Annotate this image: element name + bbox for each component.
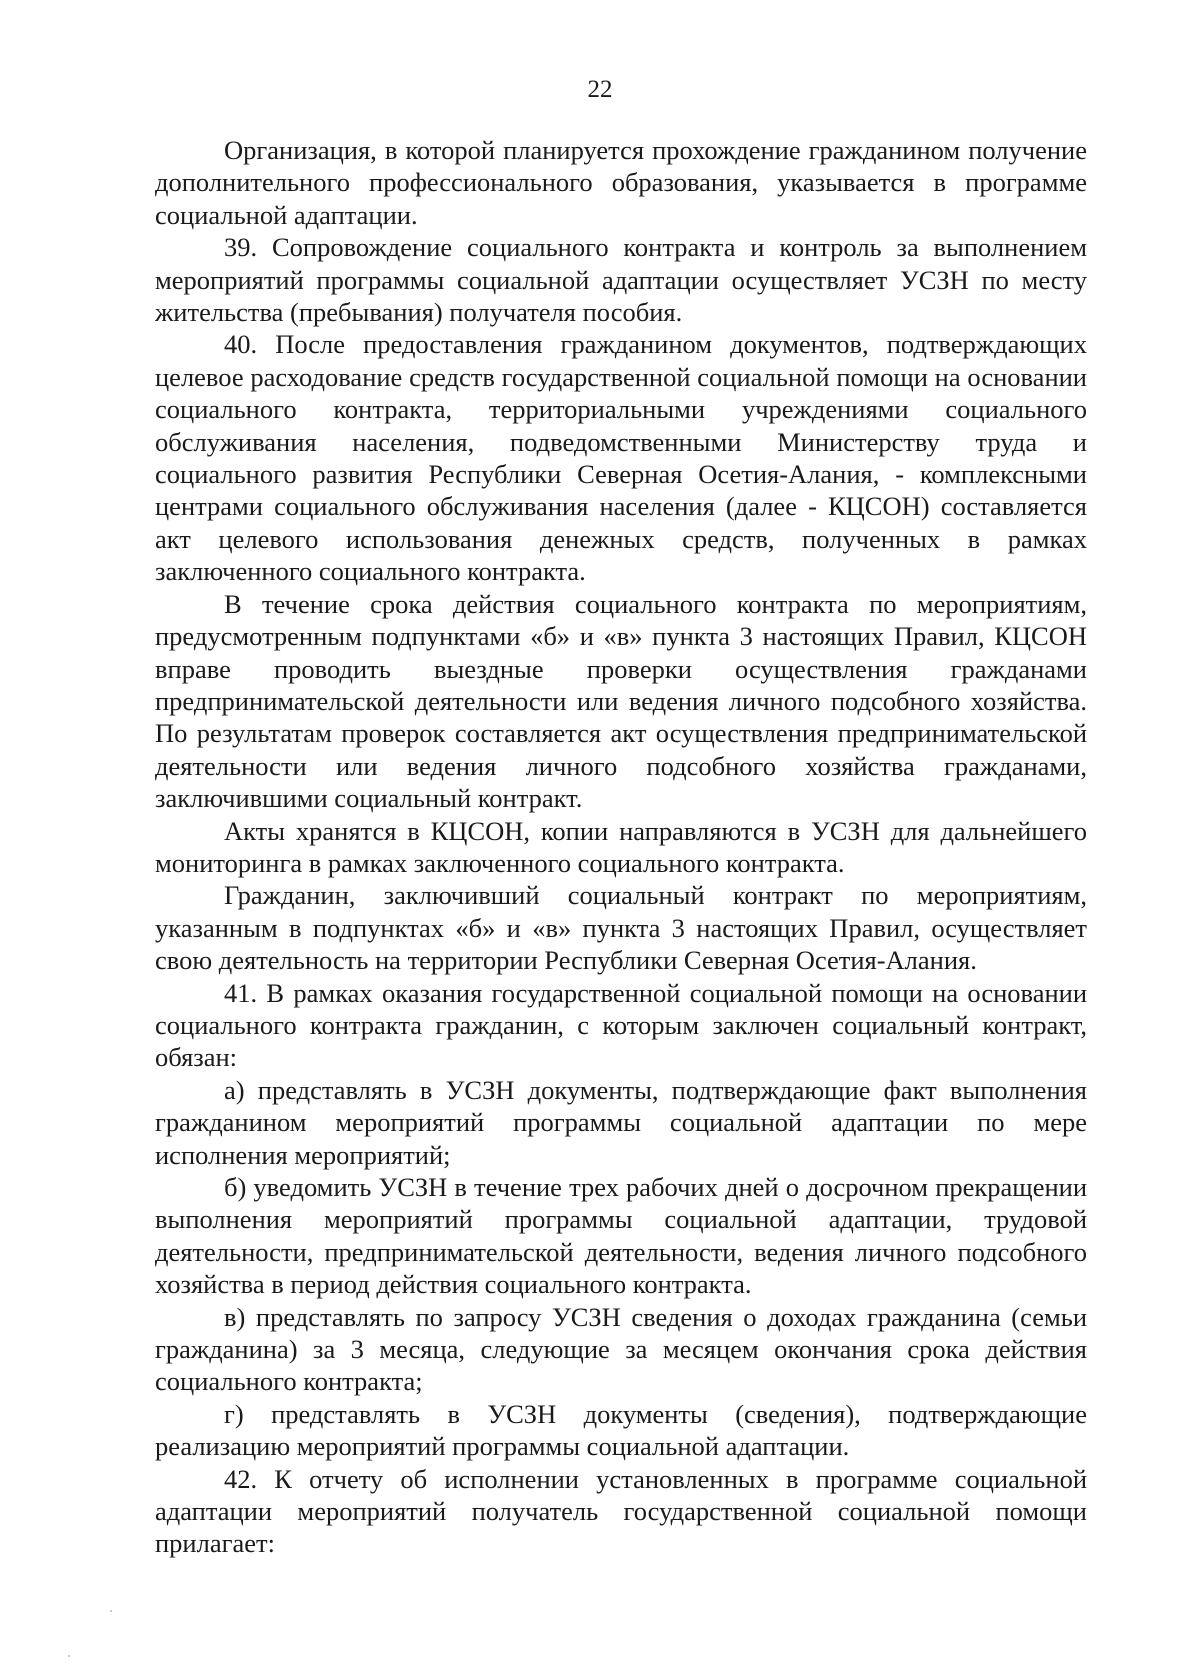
paragraph-42: 42. К отчету об исполнении установленных в программе социальной адаптации мероприятий получатель государственной социальной помощи прилагает: [155, 1463, 1087, 1559]
paragraph-41-a: а) представлять в УСЗН документы, подтверждающие факт выполнения гражданином мероприятий программы социальной адаптации по мере исполнения мероприятий; [155, 1074, 1087, 1170]
paragraph-territory: Гражданин, заключивший социальный контракт по мероприятиям, указанным в подпунктах «б» и «в» пункта 3 настоящих Правил, осуществляет свою деятельность на территории Республики Северная Осетия-Алания. [155, 880, 1087, 976]
paragraph-41-v: в) представлять по запросу УСЗН сведения о доходах гражданина (семьи гражданина) за 3 месяца, следующие за месяцем окончания срока действия социального контракта; [155, 1301, 1087, 1397]
document-body [155, 134, 1087, 1560]
paragraph-organization: Организация, в которой планируется прохождение гражданином получение дополнительного профессионального образования, указывается в программе социальной адаптации. [155, 135, 1087, 230]
paragraph-40: 40. После предоставления гражданином документов, подтверждающих целевое расходование средств государственной социальной помощи на основании социального контракта, территориальными учреждениями социального обслуживания населения, подведомственными Министерству труда и социального развития Республики Северная Осетия-Алания, - комплексными центрами социального обслуживания населения (далее - КЦСОН) составляется акт целевого использования денежных средств, полученных в рамках заключенного социального контракта. [155, 329, 1087, 587]
scan-speck [68, 1655, 70, 1657]
scan-speck [110, 1610, 112, 1612]
paragraph-acts-storage: Акты хранятся в КЦСОН, копии направляются в УСЗН для дальнейшего мониторинга в рамках заключенного социального контракта. [155, 815, 1087, 878]
paragraph-39: 39. Сопровождение социального контракта и контроль за выполнением мероприятий программы социальной адаптации осуществляет УСЗН по месту жительства (пребывания) получателя пособия. [155, 232, 1087, 328]
paragraph-41-b: б) уведомить УСЗН в течение трех рабочих дней о досрочном прекращении выполнения мероприятий программы социальной адаптации, трудовой деятельности, предпринимательской деятельности, ведения личного подсобного хозяйства в период действия социального контракта. [155, 1172, 1087, 1300]
page-number: 22 [587, 76, 613, 103]
paragraph-41-g: г) представлять в УСЗН документы (сведения), подтверждающие реализацию мероприятий программы социальной адаптации. [155, 1398, 1087, 1462]
paragraph-41: 41. В рамках оказания государственной социальной помощи на основании социального контракта гражданин, с которым заключен социальный контракт, обязан: [155, 977, 1087, 1073]
paragraph-inspections: В течение срока действия социального контракта по мероприятиям, предусмотренным подпунктами «б» и «в» пункта 3 настоящих Правил, КЦСОН вправе проводить выездные проверки осуществления гражданами предпринимательской деятельности или ведения личного подсобного хозяйства. По результатам проверок составляется акт осуществления предпринимательской деятельности или ведения личного подсобного хозяйства гражданами, заключившими социальный контракт. [155, 588, 1087, 814]
